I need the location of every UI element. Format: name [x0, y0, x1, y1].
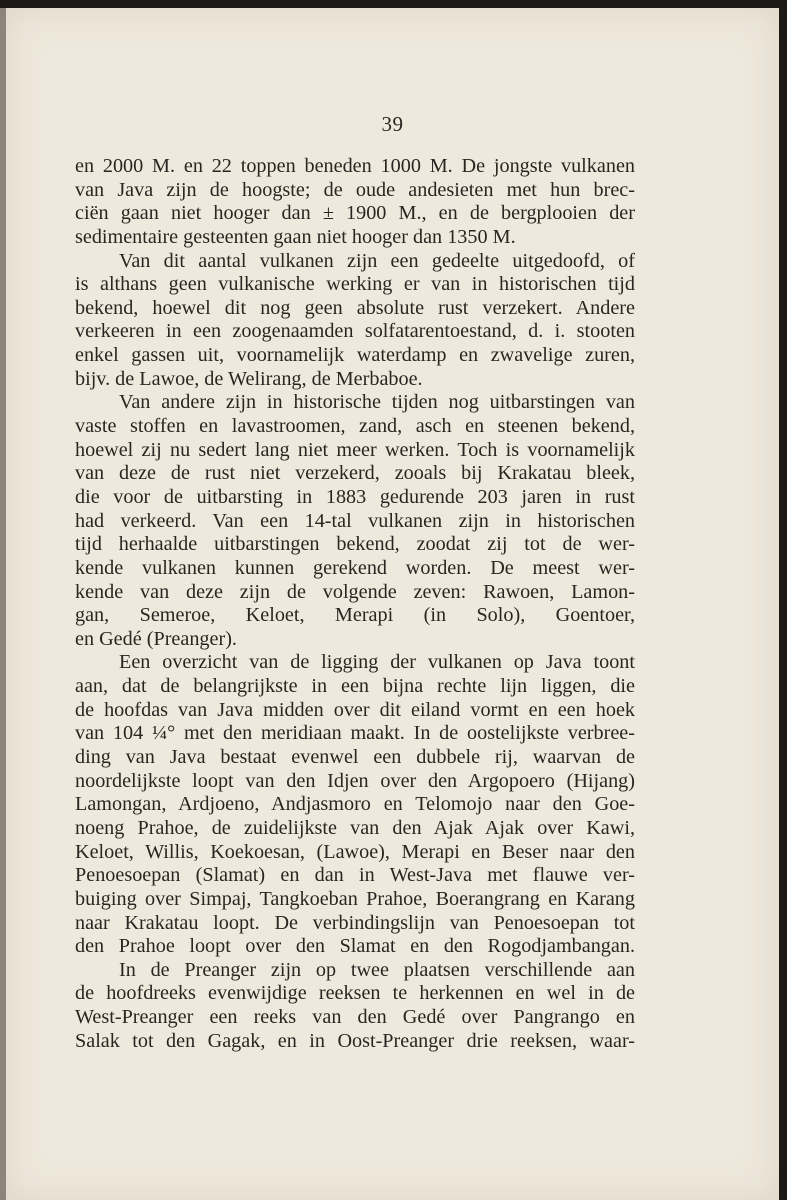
- text-line: In de Preanger zijn op twee plaatsen verschillende aan: [119, 958, 635, 981]
- scan-border-top: [0, 0, 787, 8]
- text-line: Een overzicht van de ligging der vulkanen op Java toont: [119, 651, 635, 674]
- text-line: enkel gassen uit, voornamelijk waterdamp en zwavelige zuren,: [75, 344, 635, 367]
- text-line: West-Preanger een reeks van den Gedé over Pangrango en: [75, 1006, 635, 1029]
- text-line: van 104 ¼° met den meridiaan maakt. In de oostelijkste verbree-: [75, 722, 635, 745]
- text-line: Lamongan, Ardjoeno, Andjasmoro en Telomojo naar den Goe-: [75, 793, 635, 816]
- text-line: Salak tot den Gagak, en in Oost-Preanger drie reeksen, waar-: [75, 1029, 635, 1052]
- body-text: [75, 155, 635, 1053]
- text-line: bekend, hoewel dit nog geen absolute rust verzekert. Andere: [75, 296, 635, 319]
- text-line: is althans geen vulkanische werking er van in historischen tijd: [75, 273, 635, 296]
- text-line: de hoofdas van Java midden over dit eiland vormt en een hoek: [75, 698, 635, 721]
- text-line: ding van Java bestaat evenwel een dubbele rij, waarvan de: [75, 746, 635, 769]
- text-line: noeng Prahoe, de zuidelijkste van den Ajak Ajak over Kawi,: [75, 816, 635, 839]
- text-line: die voor de uitbarsting in 1883 gedurende 203 jaren in rust: [75, 485, 635, 508]
- text-line: hoewel zij nu sedert lang niet meer werken. Toch is voornamelijk: [75, 438, 635, 461]
- text-line: noordelijkste loopt van den Idjen over den Argopoero (Hijang): [75, 769, 635, 792]
- text-line: aan, dat de belangrijkste in een bijna rechte lijn liggen, die: [75, 675, 635, 698]
- text-line: vaste stoffen en lavastroomen, zand, asch en steenen bekend,: [75, 415, 635, 438]
- text-line: en Gedé (Preanger).: [75, 627, 237, 650]
- text-line: den Prahoe loopt over den Slamat en den Rogodjambangan.: [75, 935, 635, 958]
- text-line: tijd herhaalde uitbarstingen bekend, zoodat zij tot de wer-: [75, 533, 635, 556]
- text-line: en 2000 M. en 22 toppen beneden 1000 M. De jongste vulkanen: [75, 155, 635, 177]
- text-line: verkeeren in een zoogenaamden solfatarentoestand, d. i. stooten: [75, 320, 635, 343]
- text-line: Penoesoepan (Slamat) en dan in West-Java met flauwe ver-: [75, 864, 635, 887]
- scan-border-right: [779, 0, 787, 1200]
- text-line: van Java zijn de hoogste; de oude andesieten met hun brec-: [75, 178, 635, 201]
- text-line: gan, Semeroe, Keloet, Merapi (in Solo), Goentoer,: [75, 604, 635, 627]
- text-line: ciën gaan niet hooger dan ± 1900 M., en de bergplooien der: [75, 202, 635, 225]
- text-line: de hoofdreeks evenwijdige reeksen te herkennen en wel in de: [75, 982, 635, 1005]
- text-line: van deze de rust niet verzekerd, zooals bij Krakatau bleek,: [75, 462, 635, 485]
- page-number: 39: [381, 112, 404, 136]
- text-line: had verkeerd. Van een 14-tal vulkanen zijn in historischen: [75, 509, 635, 532]
- text-line: Van dit aantal vulkanen zijn een gedeelte uitgedoofd, of: [119, 249, 635, 272]
- text-line: Van andere zijn in historische tijden nog uitbarstingen van: [119, 391, 635, 414]
- text-line: buiging over Simpaj, Tangkoeban Prahoe, Boerangrang en Karang: [75, 887, 635, 910]
- text-line: bijv. de Lawoe, de Welirang, de Merbaboe.: [75, 367, 423, 390]
- text-line: kende van deze zijn de volgende zeven: Rawoen, Lamon-: [75, 580, 635, 603]
- text-line: kende vulkanen kunnen gerekend worden. De meest wer-: [75, 556, 635, 579]
- text-line: naar Krakatau loopt. De verbindingslijn van Penoesoepan tot: [75, 911, 635, 934]
- text-line: sedimentaire gesteenten gaan niet hooger dan 1350 M.: [75, 225, 516, 248]
- book-page: [6, 8, 779, 1200]
- text-line: Keloet, Willis, Koekoesan, (Lawoe), Merapi en Beser naar den: [75, 840, 635, 863]
